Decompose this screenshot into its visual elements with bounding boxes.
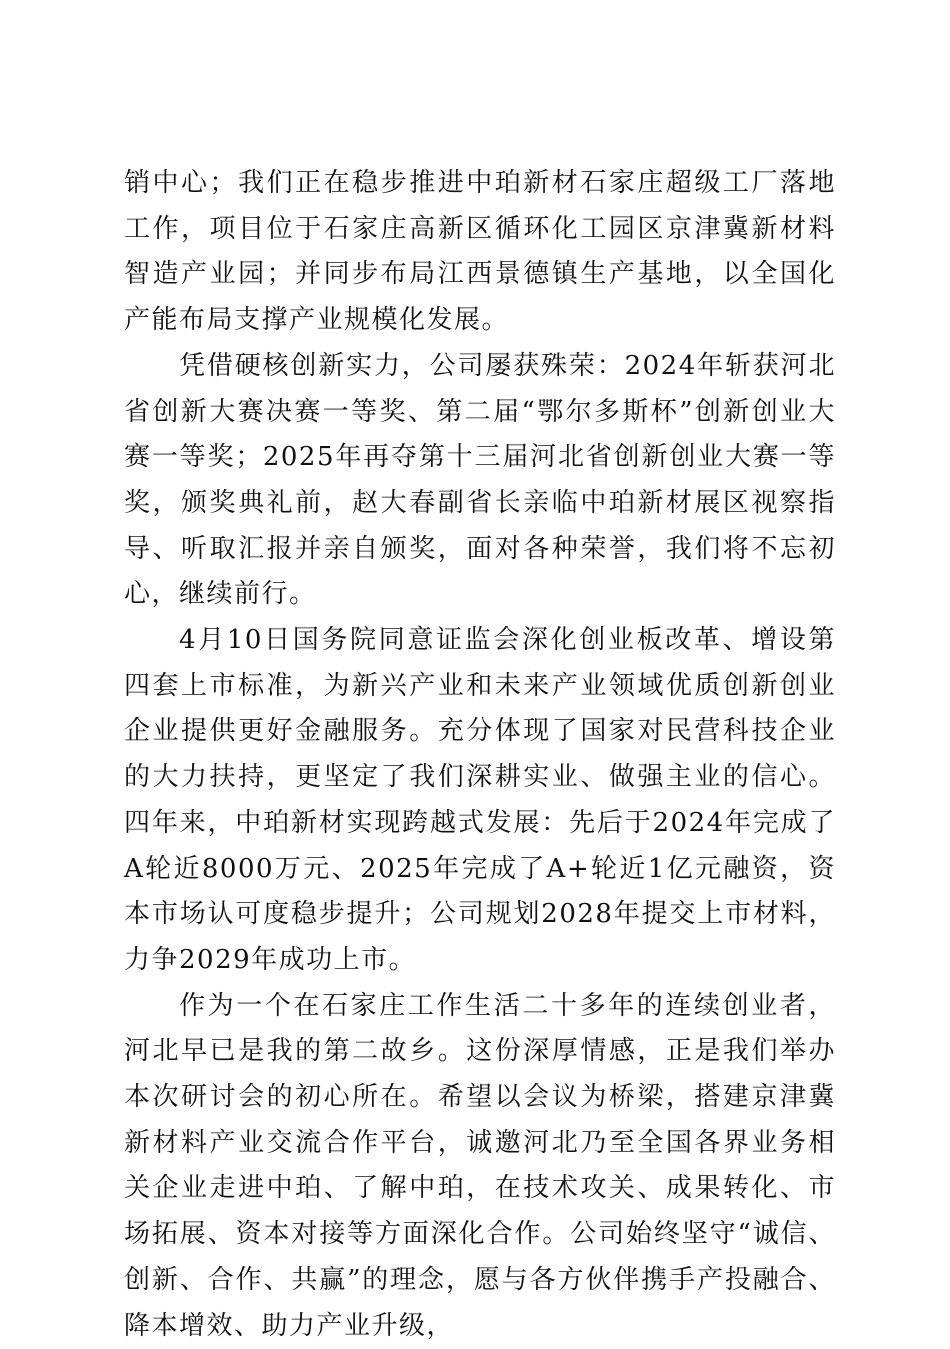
paragraph-awards: 凭借硬核创新实力，公司屡获殊荣：2024年斩获河北省创新大赛决赛一等奖、第二届“鄂尔多斯杯”创新创业大赛一等奖；2025年再夺第十三届河北省创新创业大赛一等奖，颁奖典礼前，赵大春副省长亲临中珀新材展区视察指导、听取汇报并亲自颁奖，面对各种荣誉，我们将不忘初心，继续前行。 [124, 350, 836, 610]
paragraph-continued: 销中心；我们正在稳步推进中珀新材石家庄超级工厂落地工作，项目位于石家庄高新区循环化工园区京津冀新材料智造产业园；并同步布局江西景德镇生产基地，以全国化产能布局支撑产业规模化发展。 [124, 168, 836, 336]
document-body [124, 161, 836, 1349]
paragraph-financing: 4月10日国务院同意证监会深化创业板改革、增设第四套上市标准，为新兴产业和未来产业领域优质创新创业企业提供更好金融服务。充分体现了国家对民营科技企业的大力扶持，更坚定了我们深耕实业、做强主业的信心。四年来，中珀新材实现跨越式发展：先后于2024年完成了A轮近8000万元、2025年完成了A+轮近1亿元融资，资本市场认可度稳步提升；公司规划2028年提交上市材料，力争2029年成功上市。 [124, 625, 836, 975]
paragraph-cooperation: 作为一个在石家庄工作生活二十多年的连续创业者，河北早已是我的第二故乡。这份深厚情感，正是我们举办本次研讨会的初心所在。希望以会议为桥梁，搭建京津冀新材料产业交流合作平台，诚邀河北乃至全国各界业务相关企业走进中珀、了解中珀，在技术攻关、成果转化、市场拓展、资本对接等方面深化合作。公司始终坚守“诚信、创新、合作、共赢”的理念，愿与各方伙伴携手产投融合、降本增效、助力产业升级， [124, 990, 836, 1341]
